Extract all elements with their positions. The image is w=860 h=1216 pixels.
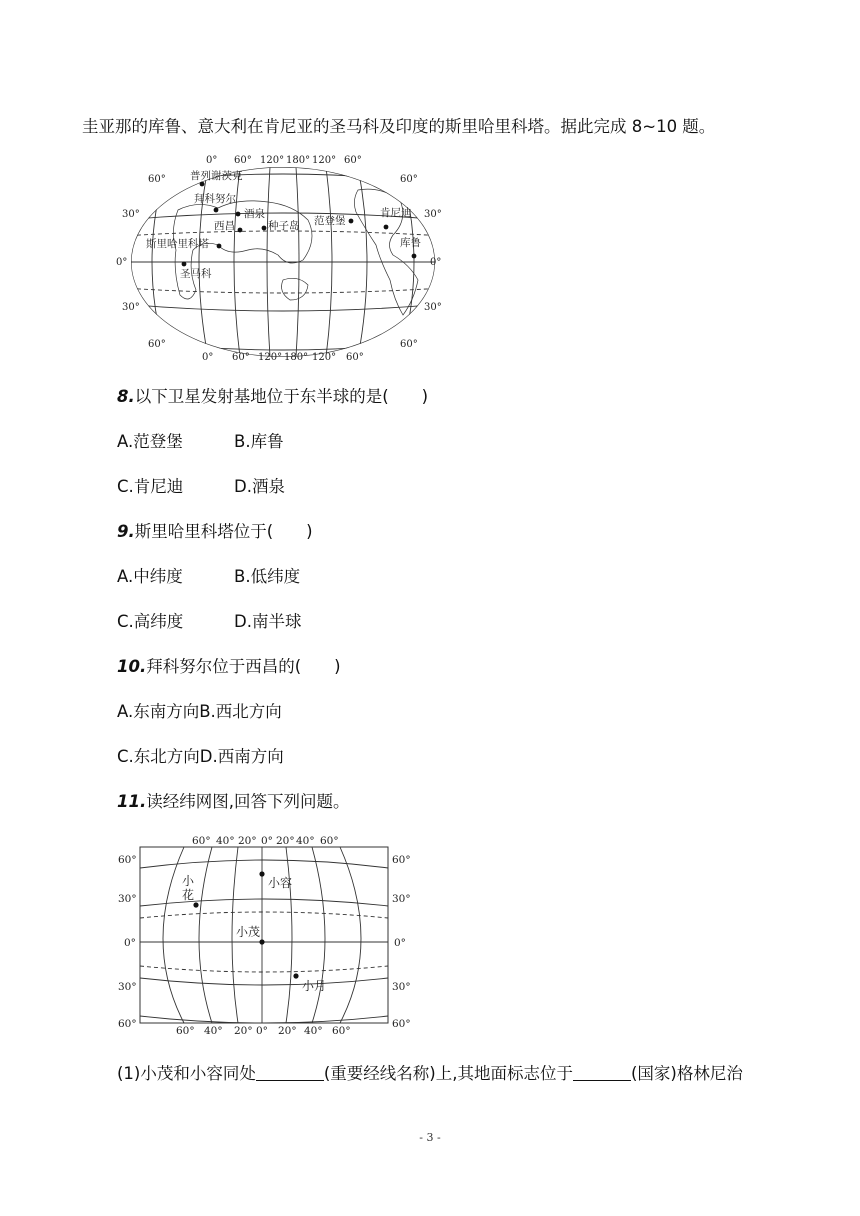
place-vandenberg: 范登堡 bbox=[314, 215, 346, 227]
meridian bbox=[340, 847, 361, 1023]
lon-label-top: 60° bbox=[344, 155, 362, 166]
question-text: 以下卫星发射基地位于东半球的是( ) bbox=[134, 387, 429, 406]
lon-label-top: 40° bbox=[296, 835, 315, 847]
lon-label-top: 20° bbox=[238, 835, 257, 847]
question-9 bbox=[117, 521, 313, 543]
lat-line-30s bbox=[140, 978, 388, 985]
place-baikonur: 拜科努尔 bbox=[194, 193, 236, 205]
regional-graticule-map bbox=[116, 830, 416, 1035]
tropic-cancer-line bbox=[140, 912, 388, 918]
lat-line-60s bbox=[140, 1016, 388, 1023]
place-dot bbox=[384, 225, 389, 230]
lat-label-left: 60° bbox=[148, 174, 166, 185]
options-row bbox=[117, 566, 300, 588]
lon-label-top: 120° bbox=[312, 155, 337, 166]
lon-label-top: 60° bbox=[234, 155, 252, 166]
option-b[interactable]: B.低纬度 bbox=[234, 567, 301, 586]
option-a[interactable]: A.范登堡 bbox=[117, 432, 183, 451]
lat-label-left: 0° bbox=[116, 257, 128, 268]
lat-label-left: 30° bbox=[122, 209, 140, 220]
options-cd[interactable]: C.东北方向D.西南方向 bbox=[117, 747, 284, 766]
option-c[interactable]: C.高纬度 bbox=[117, 612, 184, 631]
question-11-part-1 bbox=[117, 1063, 743, 1085]
page-number: - 3 - bbox=[419, 1131, 441, 1144]
lon-label-top: 120° bbox=[260, 155, 285, 166]
place-xiaoyue: 小月 bbox=[302, 979, 327, 993]
lat-label-right: 60° bbox=[400, 174, 418, 185]
lat-line-60s bbox=[123, 340, 443, 350]
lon-label-bottom: 60° bbox=[346, 352, 364, 363]
question-number: 11. bbox=[117, 792, 147, 811]
lat-label-right: 30° bbox=[424, 209, 442, 220]
meridian bbox=[163, 847, 184, 1023]
place-dot bbox=[200, 182, 205, 187]
intro-text: 圭亚那的库鲁、意大利在肯尼亚的圣马科及印度的斯里哈里科塔。据此完成 8~10 题。 bbox=[82, 117, 716, 136]
lon-label-bottom: 60° bbox=[176, 1025, 195, 1037]
place-dot bbox=[262, 226, 267, 231]
world-graticule-map bbox=[118, 150, 448, 365]
lon-label-bottom: 60° bbox=[232, 352, 250, 363]
place-dot bbox=[193, 902, 198, 907]
lon-label-bottom: 20° bbox=[278, 1025, 297, 1037]
option-d[interactable]: D.南半球 bbox=[234, 612, 302, 631]
lon-label-top: 0° bbox=[206, 155, 218, 166]
part1-text-b: (重要经线名称)上,其地面标志位于 bbox=[323, 1064, 573, 1083]
question-number: 8. bbox=[117, 387, 135, 406]
option-c[interactable]: C.肯尼迪 bbox=[117, 477, 184, 496]
meridian bbox=[286, 847, 292, 1023]
lon-label-bottom: 0° bbox=[256, 1025, 268, 1037]
lon-label-bottom: 60° bbox=[332, 1025, 351, 1037]
place-dot bbox=[349, 219, 354, 224]
place-xiaohua: 花 bbox=[182, 888, 195, 902]
lon-label-bottom: 120° bbox=[258, 352, 283, 363]
lon-label-top: 60° bbox=[320, 835, 339, 847]
lat-label-right: 60° bbox=[392, 1018, 411, 1030]
lat-line-60n bbox=[123, 174, 443, 184]
lat-line-30n bbox=[140, 899, 388, 906]
place-sriharikota: 斯里哈里科塔 bbox=[146, 238, 209, 250]
place-xiaohua: 小 bbox=[182, 874, 195, 888]
question-number: 9. bbox=[117, 522, 135, 541]
options-row bbox=[117, 476, 285, 498]
place-dot bbox=[412, 254, 417, 259]
lat-label-right: 30° bbox=[392, 981, 411, 993]
place-jiuquan: 酒泉 bbox=[244, 208, 265, 220]
australia-coastline bbox=[282, 278, 308, 300]
question-number: 10. bbox=[117, 657, 147, 676]
lat-line-30s bbox=[123, 304, 443, 311]
place-xiaorong: 小容 bbox=[268, 876, 293, 890]
place-san-marco: 圣马科 bbox=[180, 268, 212, 280]
lat-label-right: 0° bbox=[394, 937, 406, 949]
place-dot bbox=[182, 262, 187, 267]
part1-text-a: (1)小茂和小容同处 bbox=[117, 1064, 256, 1083]
lat-label-right: 60° bbox=[400, 339, 418, 350]
place-kourou: 库鲁 bbox=[400, 237, 421, 249]
question-text: 读经纬网图,回答下列问题。 bbox=[146, 792, 350, 811]
lat-label-right: 60° bbox=[392, 854, 411, 866]
option-b[interactable]: B.库鲁 bbox=[234, 432, 284, 451]
lon-label-bottom: 40° bbox=[204, 1025, 223, 1037]
option-a[interactable]: A.中纬度 bbox=[117, 567, 183, 586]
lon-label-bottom: 120° bbox=[312, 352, 337, 363]
place-kennedy: 肯尼迪 bbox=[380, 207, 412, 219]
place-xichang: 西昌 bbox=[214, 220, 235, 232]
question-text: 拜科努尔位于西昌的( ) bbox=[146, 657, 341, 676]
place-dot bbox=[236, 212, 241, 217]
lon-label-top: 60° bbox=[192, 835, 211, 847]
lon-label-top: 40° bbox=[216, 835, 235, 847]
place-xiaomao: 小茂 bbox=[236, 925, 261, 939]
tropic-capricorn-line bbox=[140, 966, 388, 972]
place-dot bbox=[238, 228, 243, 233]
meridian bbox=[312, 847, 325, 1023]
place-tanegashima: 种子岛 bbox=[268, 220, 300, 232]
lat-label-right: 30° bbox=[392, 893, 411, 905]
lat-label-right: 0° bbox=[430, 257, 442, 268]
options-row bbox=[117, 431, 284, 453]
place-dot bbox=[214, 208, 219, 213]
lat-label-left: 30° bbox=[118, 893, 137, 905]
lon-label-top: 20° bbox=[276, 835, 295, 847]
place-dot bbox=[293, 973, 298, 978]
place-plesetsk: 普列谢茨克 bbox=[190, 170, 243, 182]
question-text: 斯里哈里科塔位于( ) bbox=[134, 522, 313, 541]
answer-blank-country[interactable] bbox=[573, 1064, 631, 1081]
lon-label-bottom: 40° bbox=[304, 1025, 323, 1037]
answer-blank-meridian[interactable] bbox=[256, 1064, 324, 1081]
place-dot bbox=[259, 939, 264, 944]
lat-label-left: 60° bbox=[118, 854, 137, 866]
options-row bbox=[117, 611, 301, 633]
lat-label-left: 30° bbox=[122, 302, 140, 313]
lon-label-bottom: 20° bbox=[234, 1025, 253, 1037]
meridian bbox=[199, 847, 212, 1023]
lat-label-left: 0° bbox=[124, 937, 136, 949]
lon-label-bottom: 0° bbox=[202, 352, 214, 363]
lat-label-left: 30° bbox=[118, 981, 137, 993]
lon-label-top: 0° bbox=[261, 835, 273, 847]
lat-label-left: 60° bbox=[148, 339, 166, 350]
lat-label-right: 30° bbox=[424, 302, 442, 313]
lat-label-left: 60° bbox=[118, 1018, 137, 1030]
place-dot bbox=[259, 871, 264, 876]
question-10 bbox=[117, 656, 341, 678]
question-11 bbox=[117, 791, 349, 813]
lon-label-top: 180° bbox=[286, 155, 311, 166]
option-d[interactable]: D.酒泉 bbox=[234, 477, 285, 496]
part1-text-c: (国家)格林尼治 bbox=[631, 1064, 743, 1083]
place-dot bbox=[217, 244, 222, 249]
question-8 bbox=[117, 386, 428, 408]
options-ab[interactable]: A.东南方向B.西北方向 bbox=[117, 702, 282, 721]
lon-label-bottom: 180° bbox=[284, 352, 309, 363]
